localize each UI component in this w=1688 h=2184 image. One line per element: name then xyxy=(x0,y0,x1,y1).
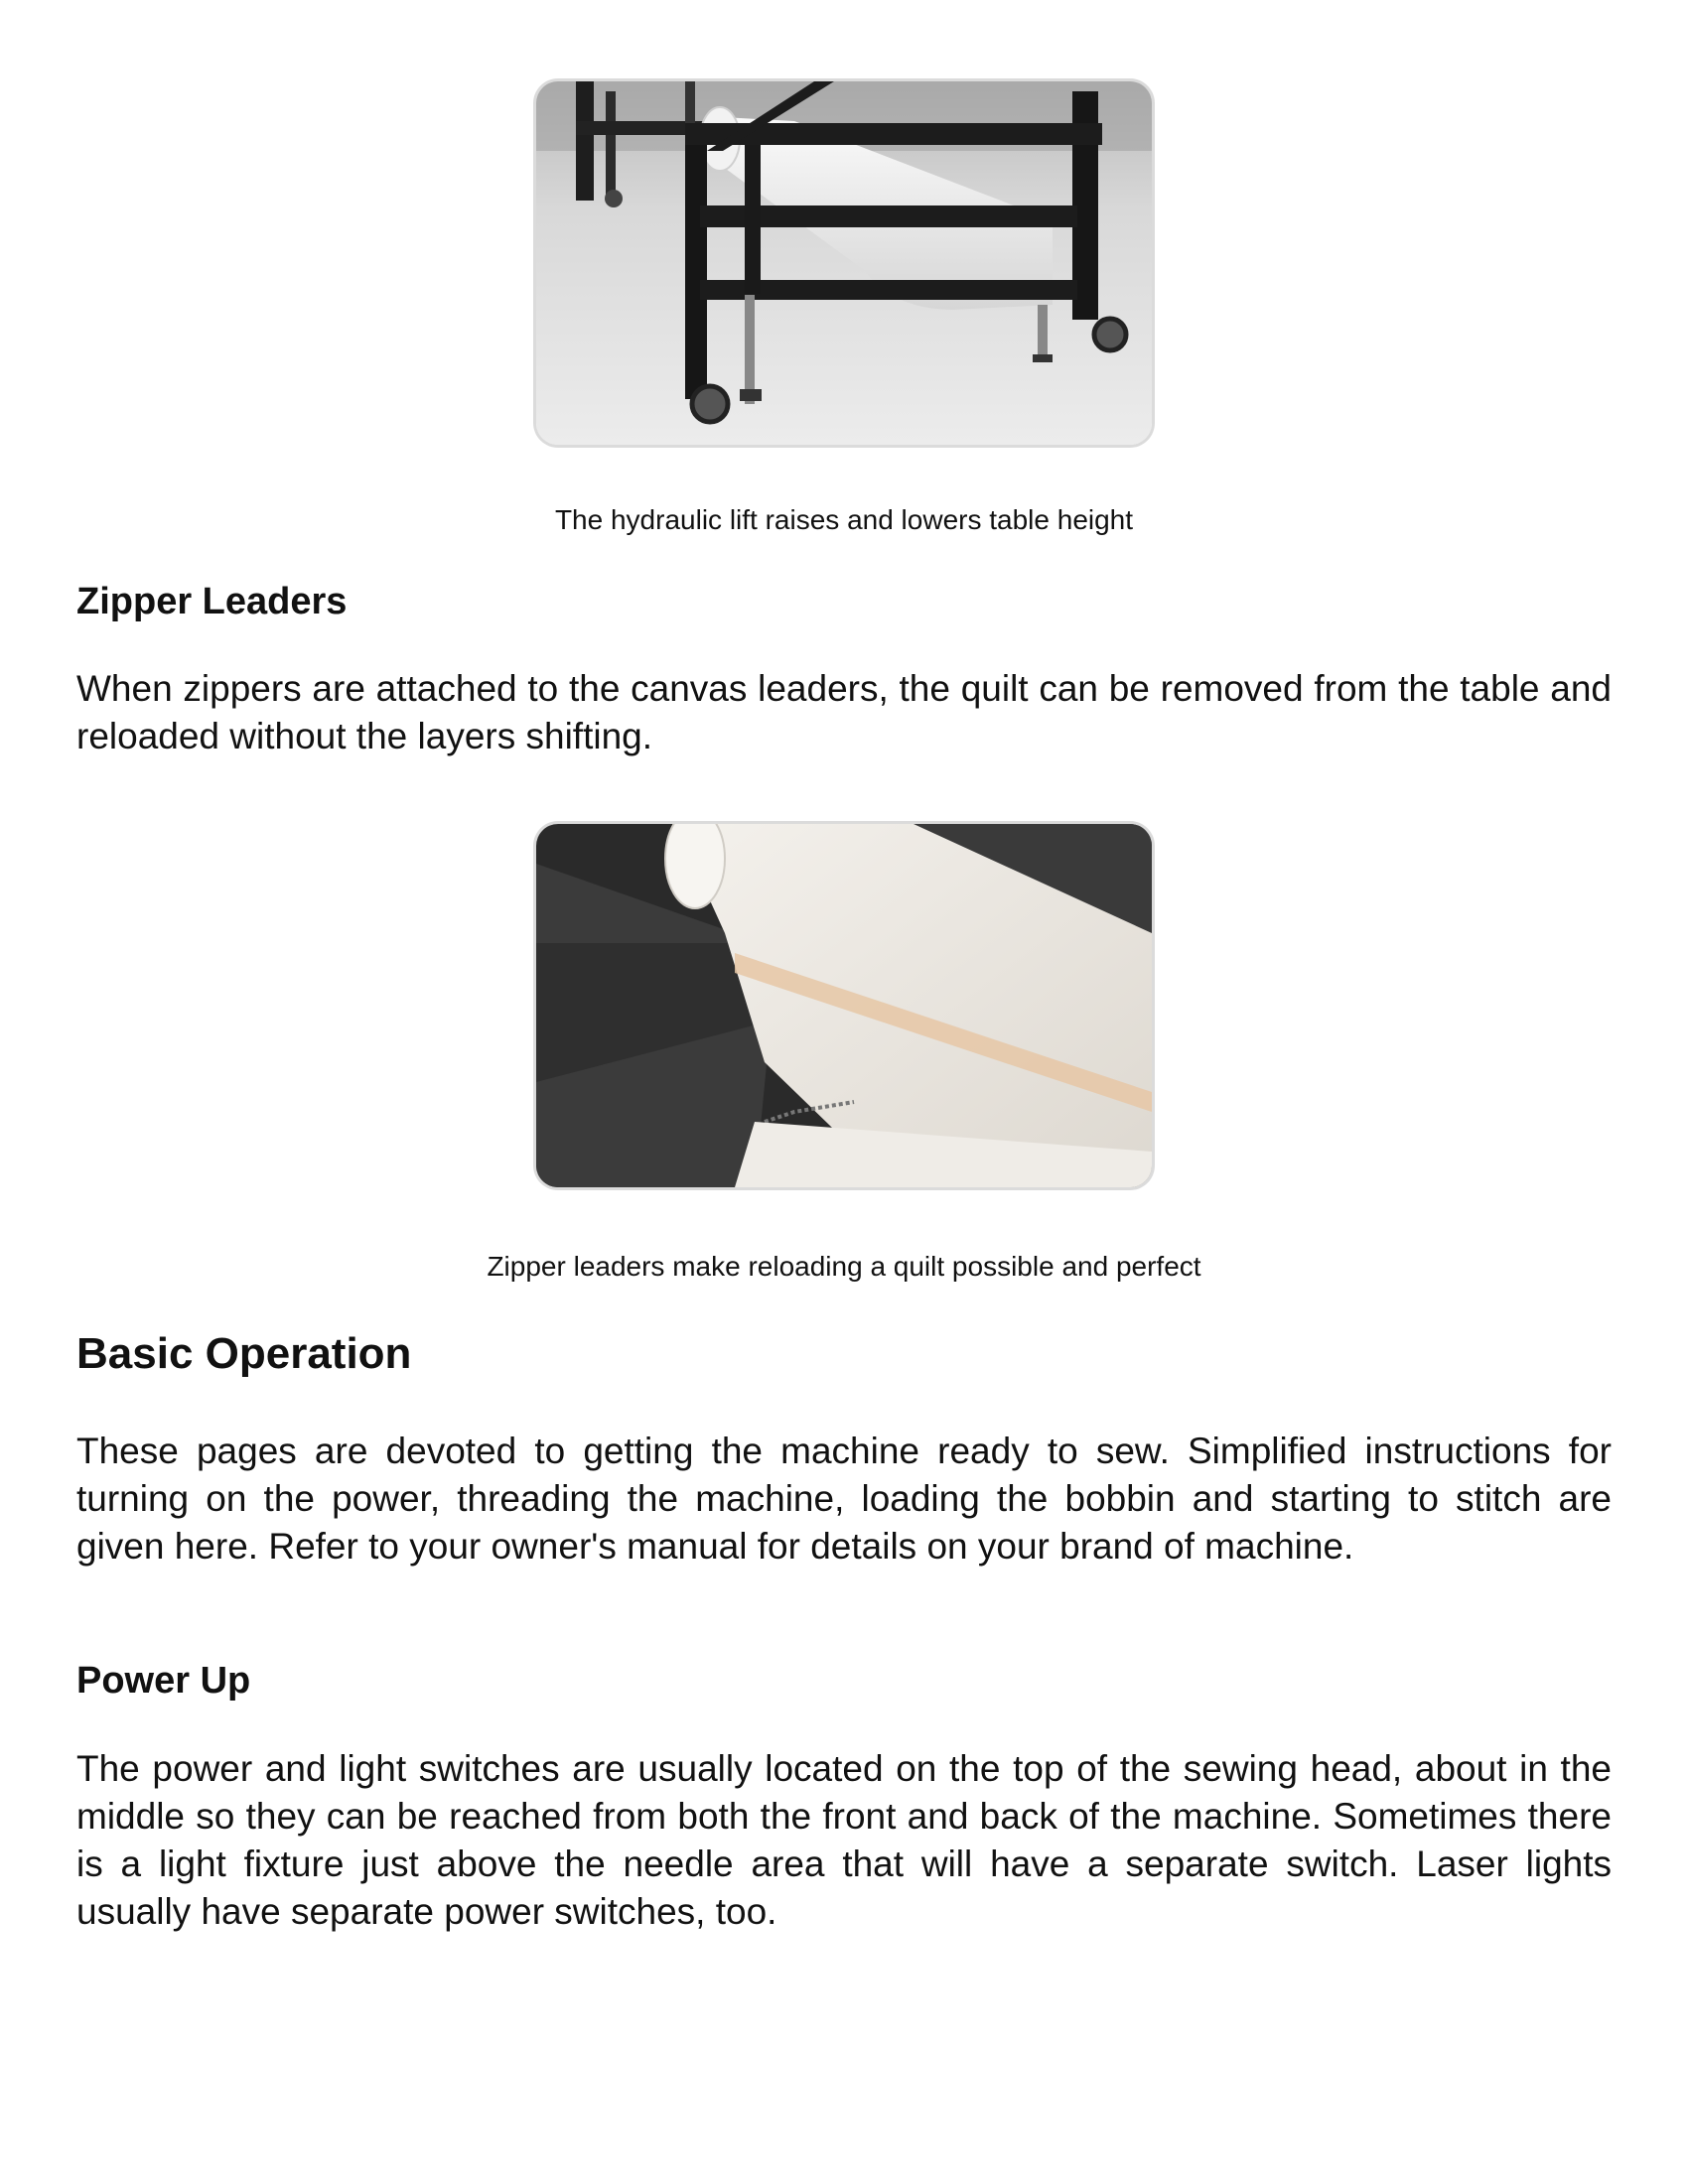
zipper-leaders-photo xyxy=(536,824,1152,1187)
section-heading: Zipper Leaders xyxy=(76,581,348,622)
section-heading: Basic Operation xyxy=(76,1329,412,1378)
figure-caption: Zipper leaders make reloading a quilt possible and perfect xyxy=(487,1251,1201,1282)
body-paragraph: When zippers are attached to the canvas leaders, the quilt can be removed from the table and reloaded without the layers shifting. xyxy=(76,668,1612,756)
figure-caption: The hydraulic lift raises and lowers table height xyxy=(554,504,1134,535)
body-paragraph: These pages are devoted to getting the machine ready to sew. Simplified instructions for turning on the power, threading the machine, loading the bobbin and starting to stitch are given here. Refer to your owner's manual for details on your brand of machine. xyxy=(76,1431,1612,1567)
hydraulic-lift-photo xyxy=(536,81,1152,445)
subsection-heading: Power Up xyxy=(76,1660,251,1702)
body-paragraph: The power and light switches are usually located on the top of the sewing head, about in the middle so they can be reached from both the front and back of the machine. Sometimes there is a light fixture just above the needle area that will have a separate switch. Laser lights usually have separate power switches, too. xyxy=(76,1748,1612,1932)
